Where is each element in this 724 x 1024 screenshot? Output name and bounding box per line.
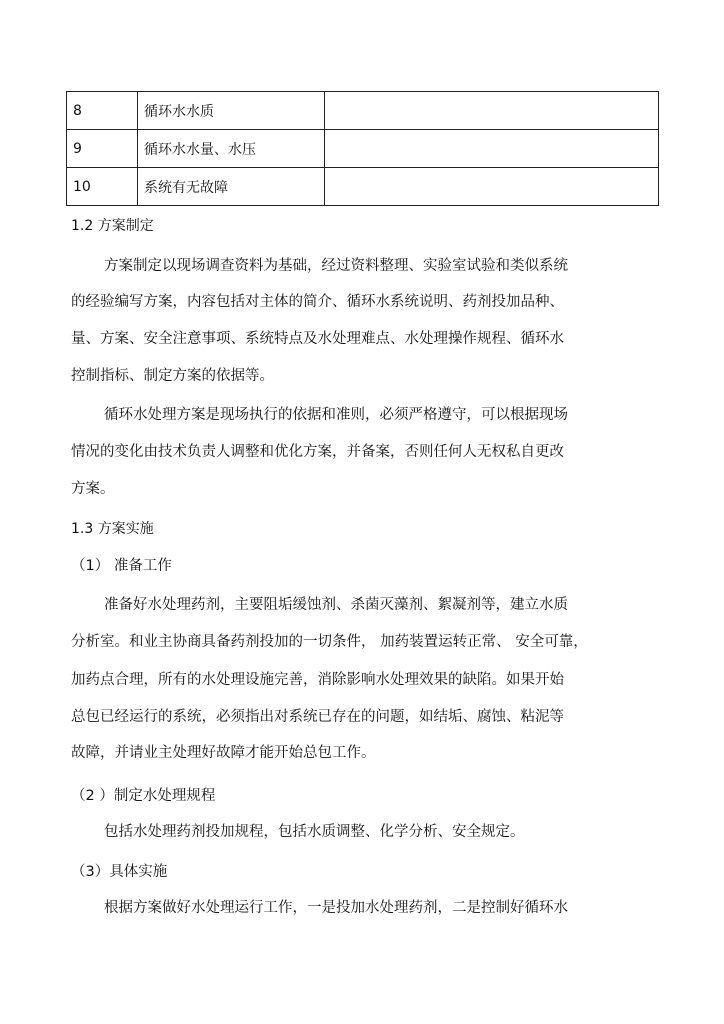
paragraph-line: 加药点合理，所有的水处理设施完善，消除影响水处理效果的缺陷。如果开始 <box>71 672 564 688</box>
table-row <box>67 92 659 130</box>
paragraph-line: 控制指标、制定方案的依据等。 <box>71 368 274 384</box>
row-note <box>325 92 659 130</box>
row-note <box>325 168 659 206</box>
subsection-heading: （2 ）制定水处理规程 <box>71 788 216 804</box>
row-number: 9 <box>67 130 138 168</box>
paragraph-line: 循环水处理方案是现场执行的依据和准则，必须严格遵守，可以根据现场 <box>104 407 568 423</box>
subsection-heading: （3）具体实施 <box>71 864 168 880</box>
inspection-table <box>66 91 659 206</box>
table-row <box>67 130 659 168</box>
section-heading-1-3: 1.3 方案实施 <box>71 521 154 537</box>
paragraph-line: 根据方案做好水处理运行工作，一是投加水处理药剂，二是控制好循环水 <box>104 900 568 916</box>
paragraph-line: 分析室。和业主协商具备药剂投加的一切条件， 加药装置运转正常、 安全可靠， <box>71 634 588 650</box>
row-item: 系统有无故障 <box>138 168 325 206</box>
paragraph-line: 方案制定以现场调查资料为基础，经过资料整理、实验室试验和类似系统 <box>104 258 568 274</box>
paragraph-line: 方案。 <box>71 481 115 497</box>
paragraph-line: 情况的变化由技术负责人调整和优化方案，并备案，否则任何人无权私自更改 <box>71 444 564 460</box>
row-item: 循环水水质 <box>138 92 325 130</box>
row-number: 8 <box>67 92 138 130</box>
paragraph-line: 的经验编写方案，内容包括对主体的简介、循环水系统说明、药剂投加品种、 <box>71 294 564 310</box>
paragraph-line: 故障，并请业主处理好故障才能开始总包工作。 <box>71 745 376 761</box>
row-item: 循环水水量、水压 <box>138 130 325 168</box>
row-note <box>325 130 659 168</box>
paragraph-line: 包括水处理药剂投加规程，包括水质调整、化学分析、安全规定。 <box>104 824 525 840</box>
section-heading-1-2: 1.2 方案制定 <box>71 218 154 234</box>
table-row <box>67 168 659 206</box>
paragraph-line: 准备好水处理药剂，主要阻垢缓蚀剂、杀菌灭藻剂、絮凝剂等，建立水质 <box>104 597 568 613</box>
paragraph-line: 量、方案、安全注意事项、系统特点及水处理难点、水处理操作规程、循环水 <box>71 331 564 347</box>
paragraph-line: 总包已经运行的系统，必须指出对系统已存在的问题，如结垢、腐蚀、粘泥等 <box>71 709 564 725</box>
subsection-heading: （1） 准备工作 <box>71 558 172 574</box>
row-number: 10 <box>67 168 138 206</box>
